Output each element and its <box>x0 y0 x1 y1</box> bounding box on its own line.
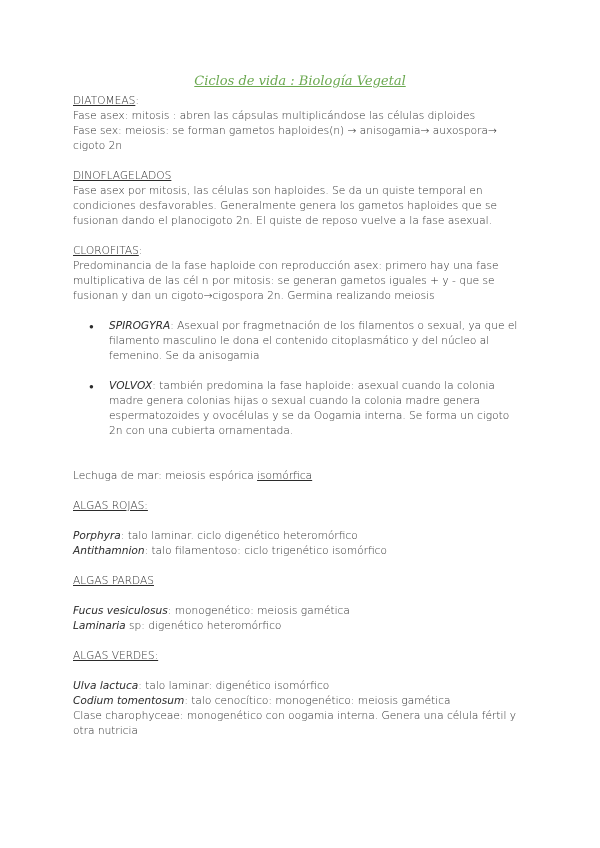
dinoflagelados-heading-line <box>73 169 523 184</box>
diatomeas-heading: DIATOMEAS <box>73 95 136 107</box>
diatomeas-line-1: Fase asex: mitosis : abren las cápsulas multiplicándose las células diploides <box>73 110 476 122</box>
diatomeas-heading-line <box>73 94 523 109</box>
diatomeas-line-2: Fase sex: meiosis: se forman gametos haploides(n) → anisogamia→ auxospora→ cigoto 2n <box>73 125 497 152</box>
ulva-text: : talo laminar: digenético isomórfico <box>138 680 330 692</box>
fucus-name: Fucus vesiculosus <box>73 605 168 617</box>
codium-name: Codium tomentosum <box>73 695 185 707</box>
antithamnion-name: Antithamnion <box>73 545 145 557</box>
fucus-line <box>73 604 523 619</box>
ulva-name: Ulva lactuca <box>73 680 139 692</box>
laminaria-line <box>73 619 523 634</box>
antithamnion-text: : talo filamentoso: ciclo trigenético isomórfico <box>144 545 387 557</box>
list-item-spirogyra <box>109 319 523 364</box>
porphyra-line <box>73 529 523 544</box>
volvox-text: : también predomina la fase haploide: asexual cuando la colonia madre genera colonias hijas o sexual cuando la colonia madre genera espermatozoides y ovocélulas y se da Oogamia interna. Se forma un cigoto 2n con una cubierta ornamentada. <box>109 380 510 437</box>
charophyceae-line: Clase charophyceae: monogenético con oogamia interna. Genera una célula fértil y otra nutricia <box>73 710 517 737</box>
algas-pardas-heading: ALGAS PARDAS <box>73 575 154 587</box>
volvox-name: VOLVOX <box>109 380 153 392</box>
porphyra-text: : talo laminar. ciclo digenético heteromórfico <box>120 530 358 542</box>
dinoflagelados-text: Fase asex por mitosis, las células son haploides. Se da un quiste temporal en condiciones desfavorables. Generalmente genera los gametos haploides que se fusionan dando el planocigoto 2n. El quiste de reposo vuelve a la fase asexual. <box>73 185 498 227</box>
spirogyra-name: SPIROGYRA <box>109 320 171 332</box>
laminaria-text: sp: digenético heteromórfico <box>125 620 282 632</box>
isomorfica-link[interactable]: isomórfica <box>257 470 313 482</box>
codium-line <box>73 694 523 709</box>
codium-text: : talo cenocítico: monogenético: meiosis gamética <box>184 695 451 707</box>
clorofitas-heading: CLOROFITAS <box>73 245 139 257</box>
spirogyra-text: : Asexual por fragmetnación de los filamentos o sexual, ya que el filamento masculino le dona el contenido citoplasmático y del núcleo al femenino. Se da anisogamia <box>109 320 518 362</box>
antithamnion-line <box>73 544 523 559</box>
algas-verdes-heading: ALGAS VERDES: <box>73 650 159 662</box>
list-item-volvox <box>109 379 523 439</box>
clorofitas-text: Predominancia de la fase haploide con reproducción asex: primero hay una fase multiplicativa de las cél n por mitosis: se generan gametos iguales + y - que se fusionan y dan un cigoto→cigospora 2n. Germina realizando meiosis <box>73 260 499 302</box>
document-title: Ciclos de vida : Biología Vegetal <box>194 74 406 89</box>
clorofitas-colon: : <box>138 245 143 257</box>
dinoflagelados-heading: DINOFLAGELADOS <box>73 170 172 182</box>
algas-rojas-heading: ALGAS ROJAS: <box>73 500 148 512</box>
lechuga-line <box>73 469 523 484</box>
diatomeas-colon: : <box>135 95 139 107</box>
clorofitas-bullet-list <box>73 319 523 439</box>
ulva-line <box>73 679 523 694</box>
document-body <box>73 94 523 739</box>
lechuga-text: Lechuga de mar: meiosis espórica <box>73 470 258 482</box>
porphyra-name: Porphyra <box>73 530 121 542</box>
clorofitas-heading-line <box>73 244 523 259</box>
laminaria-name: Laminaria <box>73 620 126 632</box>
fucus-text: : monogenético: meiosis gamética <box>167 605 350 617</box>
